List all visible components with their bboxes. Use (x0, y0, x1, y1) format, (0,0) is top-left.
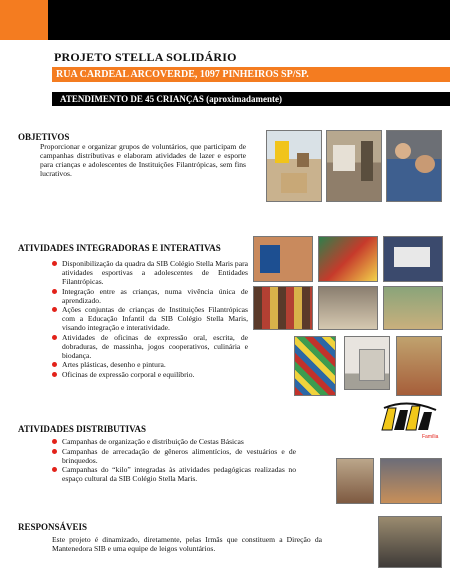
top-black-bar (0, 0, 450, 40)
list-item: Oficinas de expressão corporal e equilíbrio. (52, 370, 248, 379)
photo-donations (336, 458, 374, 504)
integradoras-heading: ATIVIDADES INTEGRADORAS E INTERATIVAS (18, 243, 221, 253)
photo-artwork-wall (294, 336, 336, 396)
attendance-bar: ATENDIMENTO DE 45 CRIANÇAS (aproximadamente) (52, 92, 450, 106)
photo-room (326, 130, 382, 202)
familia-campaign-logo (378, 400, 442, 440)
bullet-icon (52, 335, 57, 340)
photo-activity-5 (318, 286, 378, 330)
bullet-icon (52, 362, 57, 367)
photo-children-play (396, 336, 442, 396)
logo-text: Família (422, 434, 439, 440)
photo-plaque (344, 336, 390, 390)
photo-activity-4 (253, 286, 313, 330)
bullet-icon (52, 439, 57, 444)
photo-activity-3 (383, 236, 443, 282)
bullet-icon (52, 307, 57, 312)
bullet-icon (52, 467, 57, 472)
page-title: PROJETO STELLA SOLIDÁRIO (54, 50, 237, 64)
photo-kitchen (266, 130, 322, 202)
photo-responsaveis (378, 516, 442, 568)
distributivas-list (52, 437, 296, 484)
photo-activity-6 (383, 286, 443, 330)
photo-volunteers (380, 458, 442, 504)
integradoras-list (52, 259, 248, 379)
list-item: Campanhas de organização e distribuição de Cestas Básicas (52, 437, 296, 446)
photo-children-group (386, 130, 442, 202)
bullet-icon (52, 289, 57, 294)
list-item: Integração entre as crianças, numa vivência única de aprendizado. (52, 287, 248, 305)
list-item: Artes plásticas, desenho e pintura. (52, 360, 248, 369)
objetivos-text: Proporcionar e organizar grupos de voluntários, que participam de campanhas distributivas e elaboram atividades de lazer e esporte para crianças e adolescentes de Instituições Filantrópicas, sem fins lucrativos. (40, 142, 246, 178)
distributivas-heading: ATIVIDADES DISTRIBUTIVAS (18, 424, 146, 434)
photo-activity-1 (253, 236, 313, 282)
list-item: Atividades de oficinas de expressão oral, escrita, de dobraduras, de massinha, jogos cooperativos, culinária e biodança. (52, 333, 248, 360)
responsaveis-heading: RESPONSÁVEIS (18, 522, 88, 532)
list-item: Disponibilização da quadra da SIB Colégio Stella Maris para atividades esportivas a adolescentes de Entidades Filantrópicas. (52, 259, 248, 286)
list-item: Ações conjuntas de crianças de Instituições Filantrópicas com a Educação Infantil da SIB Colégio Stella Maris, visando integração e interatividade. (52, 305, 248, 332)
address-bar: RUA CARDEAL ARCOVERDE, 1097 PINHEIROS SP/SP. (52, 67, 450, 82)
bullet-icon (52, 372, 57, 377)
list-item: Campanhas de arrecadação de gêneros alimentícios, de vestuários e de brinquedos. (52, 447, 296, 465)
responsaveis-text: Este projeto é dinamizado, diretamente, pelas Irmãs que constituem a Direção da Mantenedora SIB e uma equipe de leigos voluntários. (52, 535, 322, 553)
photo-activity-2 (318, 236, 378, 282)
bullet-icon (52, 261, 57, 266)
bullet-icon (52, 449, 57, 454)
objetivos-heading: OBJETIVOS (18, 132, 70, 142)
orange-corner-block (0, 0, 48, 40)
list-item: Campanhas do “kilo” integradas às atividades pedagógicas realizadas no espaço cultural da SIB Colégio Stella Maris. (52, 465, 296, 483)
